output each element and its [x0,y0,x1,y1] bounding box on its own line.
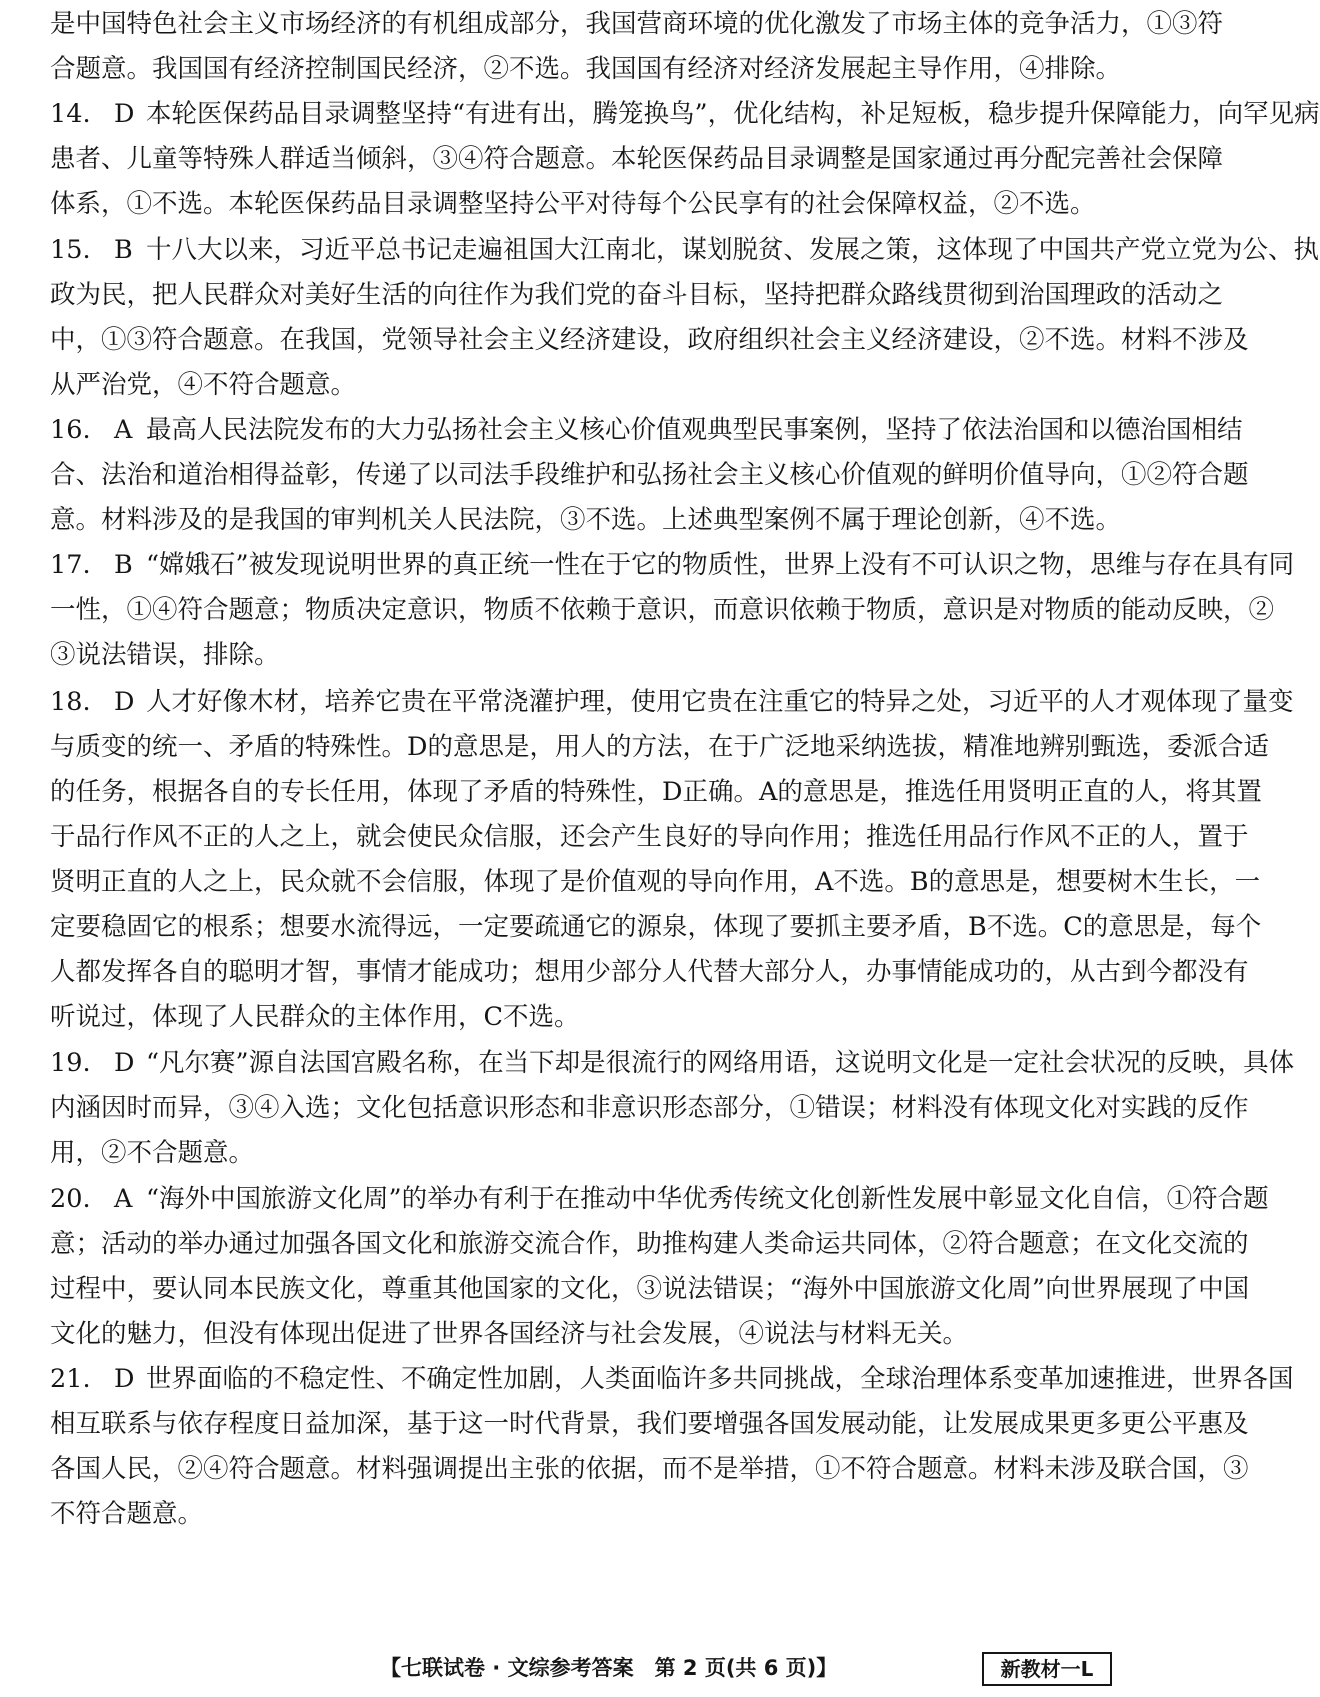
item-text: “海外中国旅游文化周”的举办有利于在推动中华优秀传统文化创新性发展中彰显文化自信，①符合题 [146,1184,1269,1214]
text-line: 文化的魅力，但没有体现出促进了世界各国经济与社会发展，④说法与材料无关。 [50,1319,969,1349]
page-footer [0,1650,1200,1686]
item-number: 15. [50,235,91,265]
item-text: 十八大以来，习近平总书记走遍祖国大江南北，谋划脱贫、发展之策，这体现了中国共产党立党为公、执 [146,235,1320,265]
text-line: 是中国特色社会主义市场经济的有机组成部分，我国营商环境的优化激发了市场主体的竞争活力，①③符 [50,9,1224,39]
text-line [50,1357,1294,1402]
item-text: 人才好像木材，培养它贵在平常浇灌护理，使用它贵在注重它的特异之处，习近平的人才观体现了量变 [146,687,1294,717]
item-answer: D [114,1364,135,1394]
text-line: 贤明正直的人之上，民众就不会信服，体现了是价值观的导向作用，A不选。B的意思是，想要树木生长，一 [50,867,1261,897]
item-text: “嫦娥石”被发现说明世界的真正统一性在于它的物质性，世界上没有不可认识之物，思维与存在具有同 [146,550,1295,580]
item-number: 20. [50,1184,91,1214]
text-line: 意。材料涉及的是我国的审判机关人民法院，③不选。上述典型案例不属于理论创新，④不选。 [50,505,1122,535]
text-line [50,680,1294,725]
text-line: ③说法错误，排除。 [50,640,280,670]
text-line: 听说过，体现了人民群众的主体作用，C不选。 [50,1002,580,1032]
text-line [50,543,1295,588]
item-answer: A [114,1184,133,1214]
item-number: 18. [50,687,91,717]
text-line: 内涵因时而异，③④入选；文化包括意识形态和非意识形态部分，①错误；材料没有体现文化对实践的反作 [50,1093,1249,1123]
text-line: 的任务，根据各自的专长任用，体现了矛盾的特殊性，D正确。A的意思是，推选任用贤明正直的人，将其置 [50,777,1262,807]
text-line: 相互联系与依存程度日益加深，基于这一时代背景，我们要增强各国发展动能，让发展成果更多更公平惠及 [50,1409,1249,1439]
footer-title: 【七联试卷 · 文综参考答案 第 2 页(共 6 页)】 [380,1656,838,1680]
text-line [50,92,1320,137]
text-line: 意；活动的举办通过加强各国文化和旅游交流合作，助推构建人类命运共同体，②符合题意；在文化交流的 [50,1229,1249,1259]
edition-badge: 新教材一L [982,1652,1112,1686]
text-line: 体系，①不选。本轮医保药品目录调整坚持公平对待每个公民享有的社会保障权益，②不选。 [50,189,1096,219]
text-line [50,1177,1269,1222]
item-answer: B [114,235,133,265]
item-number: 17. [50,550,91,580]
item-number: 19. [50,1048,91,1078]
text-line: 与质变的统一、矛盾的特殊性。D的意思是，用人的方法，在于广泛地采纳选拔，精准地辨别甄选，委派合适 [50,732,1269,762]
text-line: 用，②不合题意。 [50,1138,255,1168]
item-number: 21. [50,1364,91,1394]
text-line: 患者、儿童等特殊人群适当倾斜，③④符合题意。本轮医保药品目录调整是国家通过再分配完善社会保障 [50,144,1224,174]
text-line: 于品行作风不正的人之上，就会使民众信服，还会产生良好的导向作用；推选任用品行作风不正的人，置于 [50,822,1249,852]
item-answer: B [114,550,133,580]
text-line [50,228,1320,273]
text-line [50,1041,1295,1086]
item-text: “凡尔赛”源自法国宫殿名称，在当下却是很流行的网络用语，这说明文化是一定社会状况的反映，具体 [146,1048,1295,1078]
item-text: 本轮医保药品目录调整坚持“有进有出，腾笼换鸟”，优化结构，补足短板，稳步提升保障能力，向罕见病 [146,99,1320,129]
text-line: 各国人民，②④符合题意。材料强调提出主张的依据，而不是举措，①不符合题意。材料未涉及联合国，③ [50,1454,1249,1484]
text-line [50,408,1243,453]
item-answer: D [114,1048,135,1078]
text-line: 定要稳固它的根系；想要水流得远，一定要疏通它的源泉，体现了要抓主要矛盾，B不选。C的意思是，每个 [50,912,1262,942]
text-line: 过程中，要认同本民族文化，尊重其他国家的文化，③说法错误；“海外中国旅游文化周”向世界展现了中国 [50,1274,1250,1304]
item-number: 14. [50,99,91,129]
item-text: 最高人民法院发布的大力弘扬社会主义核心价值观典型民事案例，坚持了依法治国和以德治国相结 [146,415,1243,445]
item-text: 世界面临的不稳定性、不确定性加剧，人类面临许多共同挑战，全球治理体系变革加速推进，世界各国 [146,1364,1294,1394]
text-line: 从严治党，④不符合题意。 [50,370,357,400]
text-line: 中，①③符合题意。在我国，党领导社会主义经济建设，政府组织社会主义经济建设，②不选。材料不涉及 [50,325,1249,355]
item-answer: D [114,687,135,717]
item-answer: D [114,99,135,129]
text-line: 人都发挥各自的聪明才智，事情才能成功；想用少部分人代替大部分人，办事情能成功的，从古到今都没有 [50,957,1249,987]
text-line: 不符合题意。 [50,1499,204,1529]
text-line: 合、法治和道治相得益彰，传递了以司法手段维护和弘扬社会主义核心价值观的鲜明价值导向，①②符合题 [50,460,1249,490]
text-line: 一性，①④符合题意；物质决定意识，物质不依赖于意识，而意识依赖于物质，意识是对物质的能动反映，② [50,595,1275,625]
item-answer: A [114,415,133,445]
item-number: 16. [50,415,91,445]
text-line: 政为民，把人民群众对美好生活的向往作为我们党的奋斗目标，坚持把群众路线贯彻到治国理政的活动之 [50,280,1224,310]
text-line: 合题意。我国国有经济控制国民经济，②不选。我国国有经济对经济发展起主导作用，④排除。 [50,54,1122,84]
